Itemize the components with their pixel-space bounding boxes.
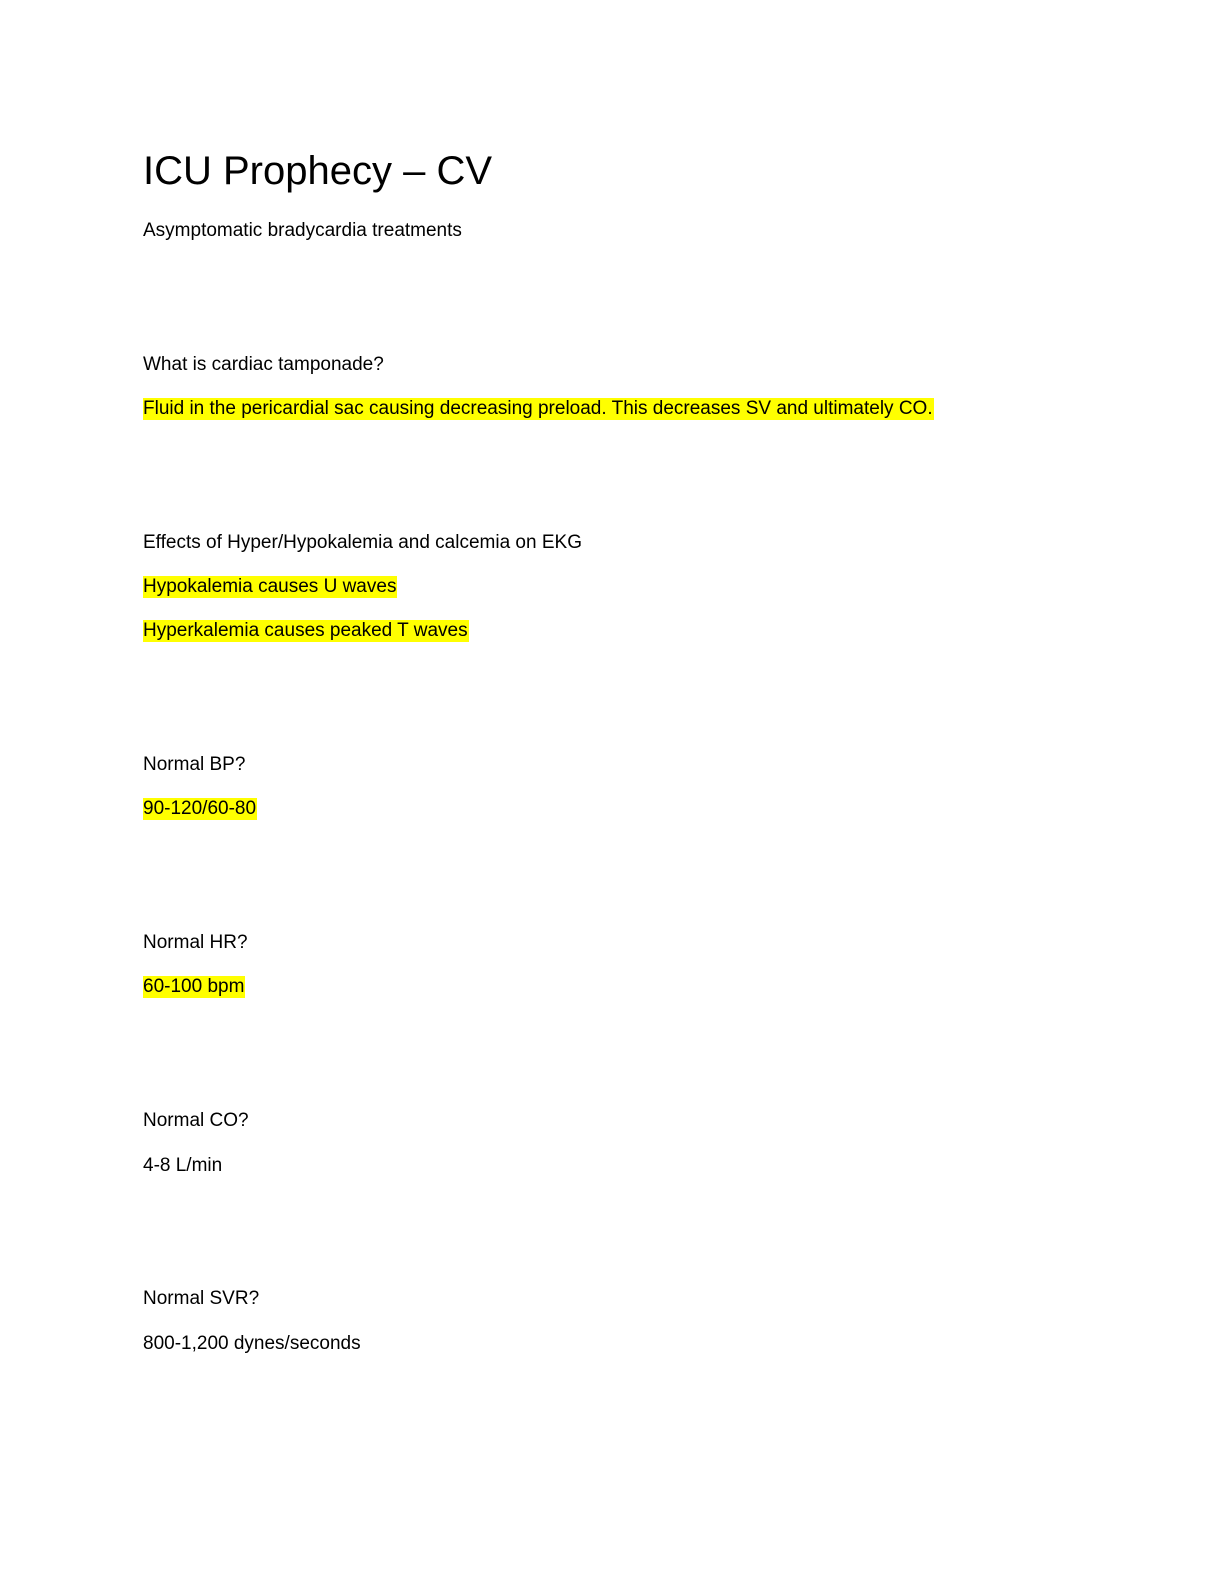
document-title: ICU Prophecy – CV (143, 149, 493, 193)
question-normal-bp (143, 752, 245, 778)
answer-hyperkalemia (143, 618, 469, 644)
highlighted-text: Hypokalemia causes U waves (143, 576, 397, 597)
question-cardiac-tamponade (143, 352, 384, 378)
answer-normal-bp (143, 796, 257, 822)
line-text: What is cardiac tamponade? (143, 354, 384, 375)
line-text: Asymptomatic bradycardia treatments (143, 220, 462, 241)
question-normal-svr (143, 1286, 259, 1312)
highlighted-text: 60-100 bpm (143, 976, 245, 997)
question-ekg-effects (143, 530, 582, 556)
question-normal-co (143, 1108, 249, 1134)
line-text: Normal BP? (143, 754, 246, 775)
answer-normal-co (143, 1153, 222, 1179)
line-text: Effects of Hyper/Hypokalemia and calcemia on EKG (143, 532, 582, 553)
line-text: 4-8 L/min (143, 1155, 223, 1176)
highlighted-text: Hyperkalemia causes peaked T waves (143, 620, 468, 641)
highlighted-text: 90-120/60-80 (143, 798, 257, 819)
section-heading-bradycardia (143, 218, 462, 244)
question-normal-hr (143, 930, 248, 956)
line-text: 800-1,200 dynes/seconds (143, 1333, 361, 1354)
answer-normal-hr (143, 974, 245, 1000)
highlighted-text: Fluid in the pericardial sac causing decreasing preload. This decreases SV and ultimately CO. (143, 398, 933, 419)
line-text: Normal HR? (143, 932, 248, 953)
line-text: Normal CO? (143, 1110, 249, 1131)
answer-normal-svr (143, 1331, 361, 1357)
answer-hypokalemia (143, 574, 397, 600)
answer-cardiac-tamponade (143, 396, 934, 422)
line-text: Normal SVR? (143, 1288, 260, 1309)
